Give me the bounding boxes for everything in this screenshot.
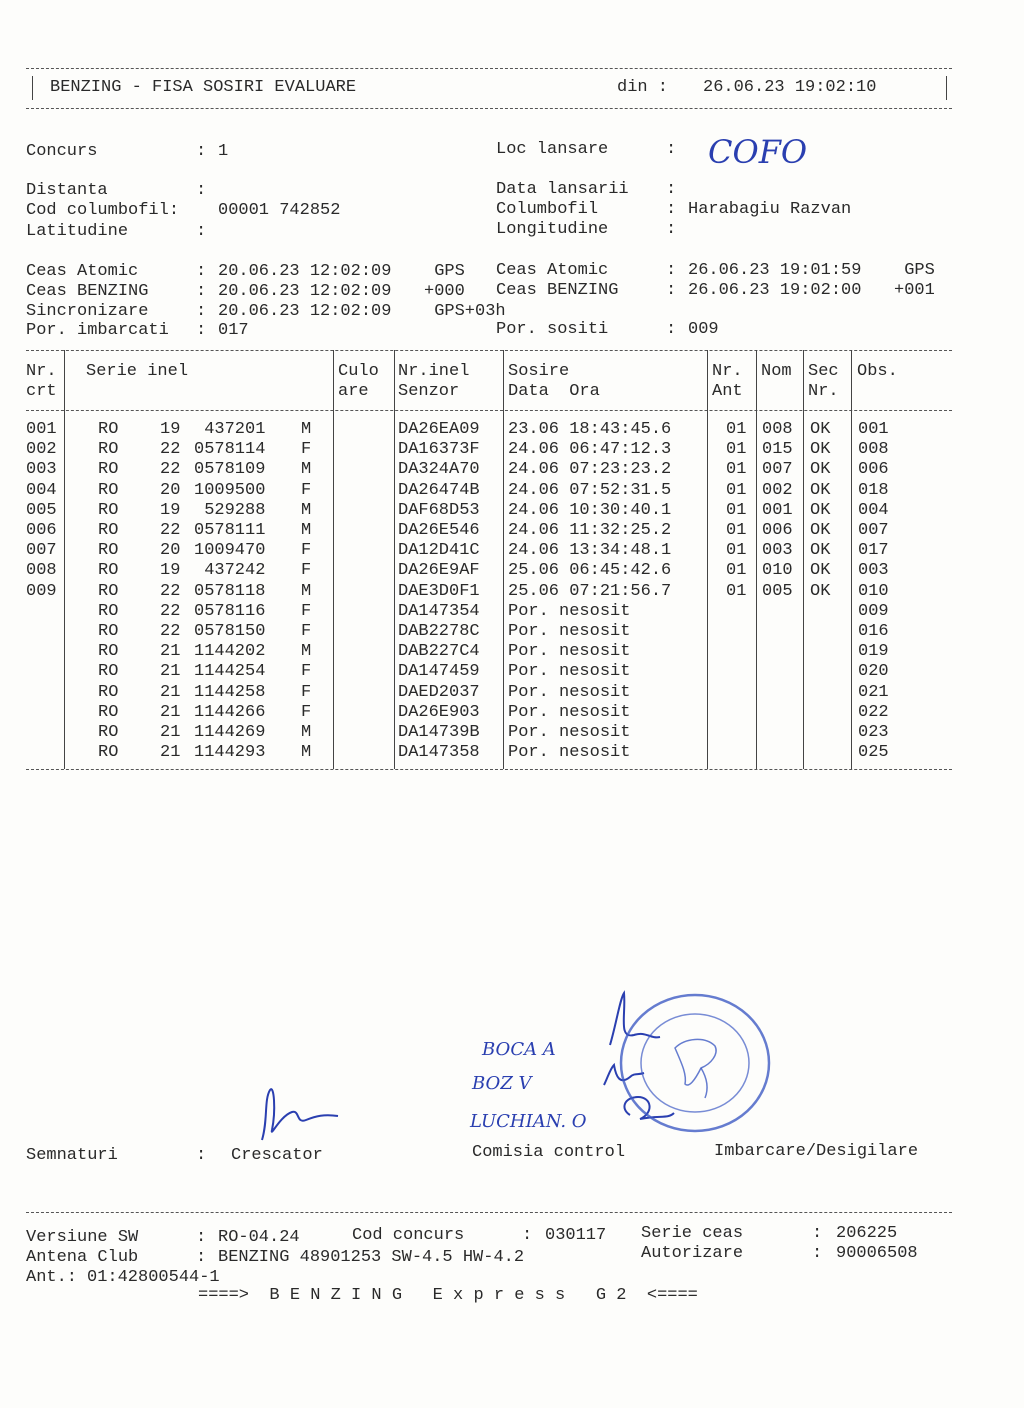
- cell-inel: 0578111: [194, 521, 266, 540]
- cell-sosire: Por. nesosit: [508, 702, 631, 722]
- cell-an: 19: [160, 420, 181, 439]
- ant-value: 01:42800544-1: [87, 1268, 220, 1287]
- cell-obs: 023: [858, 723, 889, 742]
- cell-obs: 001: [858, 420, 889, 439]
- antena-colon: :: [196, 1248, 207, 1267]
- cell-tara: RO: [98, 622, 119, 641]
- cell-nr: 008: [26, 561, 57, 581]
- latitudine-label: Latitudine: [26, 222, 129, 241]
- cod-value: 00001 742852: [218, 201, 341, 220]
- autorizare-value: 90006508: [836, 1244, 918, 1263]
- cell-tara: RO: [98, 440, 119, 460]
- header-inel: Nr.inel: [398, 362, 470, 381]
- cell-sex: M: [301, 521, 312, 540]
- cell-sex: M: [301, 460, 312, 480]
- header-ant-nr: Nr.: [712, 362, 743, 381]
- signatures-colon: :: [196, 1146, 207, 1165]
- loc-handwritten: COFO: [708, 133, 808, 171]
- longitudine-colon: :: [666, 220, 677, 239]
- clock-right-suffix: GPS: [894, 261, 935, 280]
- cell-an: 22: [160, 440, 181, 460]
- header-ant: Ant: [712, 382, 743, 401]
- cell-nr: 009: [26, 581, 57, 601]
- cell-sex: F: [301, 622, 312, 641]
- cell-obs: 021: [858, 682, 889, 702]
- header-right-border: [946, 76, 947, 100]
- crescator-signature: [250, 1080, 350, 1150]
- cell-ant: 01: [726, 521, 747, 540]
- cell-an: 21: [160, 642, 181, 662]
- cell-nr: 007: [26, 541, 57, 561]
- header-crt: crt: [26, 382, 57, 401]
- cell-senzor: DA324A70: [398, 460, 480, 480]
- cell-inel: 437201: [194, 420, 266, 439]
- clock-left-value: 20.06.23 12:02:09: [218, 262, 392, 281]
- cell-inel: 1144266: [194, 702, 266, 722]
- cell-obs: 017: [858, 541, 889, 561]
- cell-senzor: DA147459: [398, 662, 480, 682]
- cell-sosire: 24.06 07:23:23.2: [508, 460, 672, 480]
- cell-tara: RO: [98, 521, 119, 540]
- clock-left-suffix: GPS+03h: [424, 302, 506, 321]
- cell-tara: RO: [98, 642, 119, 662]
- clock-right-value: 26.06.23 19:01:59: [688, 261, 862, 280]
- signatures-label: Semnaturi: [26, 1146, 118, 1165]
- cell-ant: 01: [726, 460, 747, 480]
- cell-inel: 529288: [194, 500, 266, 520]
- cell-an: 21: [160, 662, 181, 682]
- cell-senzor: DA26E546: [398, 521, 480, 540]
- cell-sex: F: [301, 662, 312, 682]
- cell-obs: 016: [858, 622, 889, 641]
- loc-label: Loc lansare: [496, 140, 609, 159]
- header-nr: Nr.: [26, 362, 57, 381]
- cell-inel: 0578116: [194, 601, 266, 621]
- cell-an: 19: [160, 500, 181, 520]
- table-column-border: [64, 350, 65, 769]
- clock-left-value: 20.06.23 12:02:09: [218, 282, 392, 301]
- cell-sosire: Por. nesosit: [508, 642, 631, 662]
- table-column-border: [333, 350, 334, 769]
- cell-inel: 0578150: [194, 622, 266, 641]
- cell-an: 22: [160, 581, 181, 601]
- cell-sosire: 23.06 18:43:45.6: [508, 420, 672, 439]
- footer-rule: [26, 1212, 952, 1213]
- handwritten-name-2: BOZ V: [472, 1073, 532, 1094]
- cell-obs: 007: [858, 521, 889, 540]
- clock-right-label: Ceas BENZING: [496, 281, 619, 300]
- clock-left-label: Sincronizare: [26, 302, 149, 321]
- cell-sosire: 24.06 06:47:12.3: [508, 440, 672, 460]
- cell-nr: 003: [26, 460, 57, 480]
- header-are: are: [338, 382, 369, 401]
- cell-tara: RO: [98, 460, 119, 480]
- clock-left-label: Ceas Atomic: [26, 262, 139, 281]
- header-left-border: [32, 76, 33, 100]
- cell-obs: 025: [858, 743, 889, 763]
- page-title: BENZING - FISA SOSIRI EVALUARE: [50, 78, 357, 97]
- clock-right-colon: :: [666, 281, 677, 300]
- versiune-colon: :: [196, 1228, 207, 1247]
- cell-nom: 002: [762, 480, 793, 500]
- cell-tara: RO: [98, 743, 119, 763]
- imbarcare-label: Imbarcare/Desigilare: [714, 1142, 919, 1161]
- cell-an: 22: [160, 601, 181, 621]
- cell-tara: RO: [98, 420, 119, 439]
- cell-sosire: Por. nesosit: [508, 601, 631, 621]
- cell-nom: 015: [762, 440, 793, 460]
- cell-sec: OK: [810, 500, 831, 520]
- cell-sosire: 24.06 13:34:48.1: [508, 541, 672, 561]
- header-sec: Sec: [808, 362, 839, 381]
- cod-concurs-label: Cod concurs: [352, 1226, 465, 1245]
- cell-obs: 020: [858, 662, 889, 682]
- concurs-value: 1: [218, 142, 229, 161]
- cell-inel: 1144258: [194, 682, 266, 702]
- cell-ant: 01: [726, 440, 747, 460]
- header-nom: Nom: [761, 362, 792, 381]
- cell-inel: 437242: [194, 561, 266, 581]
- concurs-label: Concurs: [26, 142, 98, 161]
- latitudine-colon: :: [196, 222, 207, 241]
- cell-an: 20: [160, 541, 181, 561]
- distanta-colon: :: [196, 181, 207, 200]
- table-column-border: [394, 350, 395, 769]
- cell-sec: OK: [810, 541, 831, 561]
- cell-nr: 004: [26, 480, 57, 500]
- cell-inel: 1144269: [194, 723, 266, 742]
- cell-obs: 008: [858, 440, 889, 460]
- cell-sex: F: [301, 561, 312, 581]
- cell-an: 22: [160, 622, 181, 641]
- serie-ceas-colon: :: [812, 1224, 823, 1243]
- cell-nom: 010: [762, 561, 793, 581]
- cell-sex: M: [301, 743, 312, 763]
- table-rule: [26, 350, 952, 351]
- cell-sex: M: [301, 500, 312, 520]
- cod-concurs-colon: :: [522, 1226, 533, 1245]
- cell-sex: F: [301, 601, 312, 621]
- cell-inel: 0578114: [194, 440, 266, 460]
- cell-tara: RO: [98, 682, 119, 702]
- product-banner: ====> B E N Z I N G E x p r e s s G 2 <====: [198, 1286, 698, 1305]
- header-sosire: Sosire: [508, 362, 570, 381]
- clock-left-label: Por. imbarcati: [26, 321, 169, 340]
- header-culo: Culo: [338, 362, 379, 381]
- cell-sec: OK: [810, 521, 831, 540]
- cell-senzor: DAE3D0F1: [398, 581, 480, 601]
- clock-right-label: Por. sositi: [496, 320, 609, 339]
- cell-ant: 01: [726, 500, 747, 520]
- cell-sec: OK: [810, 440, 831, 460]
- clock-left-suffix: +000: [424, 282, 465, 301]
- cell-an: 21: [160, 723, 181, 742]
- header-top-rule: [26, 68, 952, 69]
- cell-sex: M: [301, 642, 312, 662]
- clock-left-colon: :: [196, 302, 207, 321]
- handwritten-name-3: LUCHIAN. O: [470, 1111, 587, 1132]
- cell-an: 19: [160, 561, 181, 581]
- cell-sex: M: [301, 723, 312, 742]
- date-value: 26.06.23 19:02:10: [703, 78, 877, 97]
- cell-sosire: 25.06 06:45:42.6: [508, 561, 672, 581]
- cell-sec: OK: [810, 561, 831, 581]
- cell-tara: RO: [98, 500, 119, 520]
- cell-sex: M: [301, 420, 312, 439]
- table-rule: [26, 410, 952, 411]
- clock-left-colon: :: [196, 282, 207, 301]
- table-column-border: [803, 350, 804, 769]
- cell-obs: 022: [858, 702, 889, 722]
- cell-ant: 01: [726, 420, 747, 439]
- cell-sosire: Por. nesosit: [508, 662, 631, 682]
- cell-senzor: DA26E9AF: [398, 561, 480, 581]
- cell-tara: RO: [98, 662, 119, 682]
- cell-sosire: Por. nesosit: [508, 622, 631, 641]
- clock-left-colon: :: [196, 321, 207, 340]
- cell-ant: 01: [726, 541, 747, 561]
- cell-sex: F: [301, 541, 312, 561]
- cell-inel: 0578109: [194, 460, 266, 480]
- cell-obs: 010: [858, 581, 889, 601]
- handwritten-name-1: BOCA A: [482, 1039, 556, 1060]
- autorizare-colon: :: [812, 1244, 823, 1263]
- clock-right-label: Ceas Atomic: [496, 261, 609, 280]
- cell-sosire: Por. nesosit: [508, 682, 631, 702]
- clock-right-value: 009: [688, 320, 719, 339]
- table-column-border: [851, 350, 852, 769]
- cell-tara: RO: [98, 561, 119, 581]
- cell-ant: 01: [726, 480, 747, 500]
- table-column-border: [756, 350, 757, 769]
- antena-value: BENZING 48901253 SW-4.5 HW-4.2: [218, 1248, 525, 1267]
- autorizare-label: Autorizare: [641, 1244, 744, 1263]
- cell-tara: RO: [98, 601, 119, 621]
- serie-ceas-label: Serie ceas: [641, 1224, 744, 1243]
- cell-inel: 1144254: [194, 662, 266, 682]
- cell-ant: 01: [726, 581, 747, 601]
- cell-obs: 006: [858, 460, 889, 480]
- serie-ceas-value: 206225: [836, 1224, 898, 1243]
- cell-tara: RO: [98, 541, 119, 561]
- cell-sex: F: [301, 702, 312, 722]
- clock-right-value: 26.06.23 19:02:00: [688, 281, 862, 300]
- cell-inel: 1144293: [194, 743, 266, 763]
- cell-senzor: DA12D41C: [398, 541, 480, 561]
- cell-sosire: Por. nesosit: [508, 723, 631, 742]
- cell-senzor: DAB2278C: [398, 622, 480, 641]
- cell-nom: 006: [762, 521, 793, 540]
- header-bottom-rule: [26, 108, 952, 109]
- cell-tara: RO: [98, 480, 119, 500]
- cell-ant: 01: [726, 561, 747, 581]
- cell-nom: 001: [762, 500, 793, 520]
- clock-left-value: 017: [218, 321, 249, 340]
- distanta-label: Distanta: [26, 181, 108, 200]
- cell-tara: RO: [98, 702, 119, 722]
- columbofil-label: Columbofil: [496, 200, 599, 219]
- cell-nom: 008: [762, 420, 793, 439]
- comisia-label: Comisia control: [472, 1143, 626, 1162]
- versiune-label: Versiune SW: [26, 1228, 139, 1247]
- cell-sex: M: [301, 581, 312, 601]
- cell-inel: 1144202: [194, 642, 266, 662]
- table-column-border: [503, 350, 504, 769]
- cell-obs: 003: [858, 561, 889, 581]
- clock-right-suffix: +001: [894, 281, 935, 300]
- cell-senzor: DA14739B: [398, 723, 480, 742]
- cell-an: 22: [160, 460, 181, 480]
- cell-sec: OK: [810, 480, 831, 500]
- cod-label: Cod columbofil:: [26, 201, 180, 220]
- club-stamp: [615, 988, 775, 1138]
- cell-nom: 007: [762, 460, 793, 480]
- header-serie: Serie inel: [86, 362, 189, 381]
- cell-senzor: DA16373F: [398, 440, 480, 460]
- cell-senzor: DA26474B: [398, 480, 480, 500]
- cell-sosire: 25.06 07:21:56.7: [508, 581, 672, 601]
- cell-senzor: DA26EA09: [398, 420, 480, 439]
- versiune-value: RO-04.24: [218, 1228, 300, 1247]
- cell-an: 20: [160, 480, 181, 500]
- cell-nom: 005: [762, 581, 793, 601]
- concurs-colon: :: [196, 142, 207, 161]
- cell-senzor: DA26E903: [398, 702, 480, 722]
- header-obs: Obs.: [857, 362, 898, 381]
- cell-senzor: DA147358: [398, 743, 480, 763]
- cell-inel: 1009500: [194, 480, 266, 500]
- ant-label: Ant.:: [26, 1268, 78, 1287]
- cell-tara: RO: [98, 723, 119, 742]
- header-sec-nr: Nr.: [808, 382, 839, 401]
- cell-sosire: 24.06 10:30:40.1: [508, 500, 672, 520]
- data-lansarii-colon: :: [666, 180, 677, 199]
- cell-an: 21: [160, 743, 181, 763]
- cell-sosire: 24.06 11:32:25.2: [508, 521, 672, 540]
- antena-label: Antena Club: [26, 1248, 139, 1267]
- cell-sec: OK: [810, 581, 831, 601]
- cell-sosire: 24.06 07:52:31.5: [508, 480, 672, 500]
- crescator-label: Crescator: [231, 1146, 323, 1165]
- cell-nr: 005: [26, 500, 57, 520]
- cell-sex: F: [301, 440, 312, 460]
- data-lansarii-label: Data lansarii: [496, 180, 629, 199]
- loc-colon: :: [666, 140, 677, 159]
- clock-right-colon: :: [666, 261, 677, 280]
- cell-obs: 019: [858, 642, 889, 662]
- columbofil-value: Harabagiu Razvan: [688, 200, 852, 219]
- cell-nr: 006: [26, 521, 57, 540]
- cell-obs: 018: [858, 480, 889, 500]
- cell-nom: 003: [762, 541, 793, 561]
- date-label: din :: [617, 78, 669, 97]
- header-senzor: Senzor: [398, 382, 460, 401]
- table-rule: [26, 769, 952, 770]
- cell-senzor: DA147354: [398, 601, 480, 621]
- columbofil-colon: :: [666, 200, 677, 219]
- cod-concurs-value: 030117: [545, 1226, 607, 1245]
- clock-left-colon: :: [196, 262, 207, 281]
- clock-left-value: 20.06.23 12:02:09: [218, 302, 392, 321]
- cell-sosire: Por. nesosit: [508, 743, 631, 763]
- cell-obs: 009: [858, 601, 889, 621]
- table-column-border: [707, 350, 708, 769]
- cell-an: 21: [160, 702, 181, 722]
- cell-an: 21: [160, 682, 181, 702]
- cell-senzor: DAB227C4: [398, 642, 480, 662]
- cell-obs: 004: [858, 500, 889, 520]
- cell-sec: OK: [810, 420, 831, 439]
- cell-senzor: DAF68D53: [398, 500, 480, 520]
- cell-an: 22: [160, 521, 181, 540]
- header-data-ora: Data Ora: [508, 382, 600, 401]
- clock-left-suffix: GPS: [424, 262, 465, 281]
- cell-senzor: DAED2037: [398, 682, 480, 702]
- longitudine-label: Longitudine: [496, 220, 609, 239]
- cell-sec: OK: [810, 460, 831, 480]
- cell-tara: RO: [98, 581, 119, 601]
- clock-right-colon: :: [666, 320, 677, 339]
- clock-left-label: Ceas BENZING: [26, 282, 149, 301]
- cell-inel: 0578118: [194, 581, 266, 601]
- cell-nr: 001: [26, 420, 57, 439]
- cell-sex: F: [301, 682, 312, 702]
- cell-sex: F: [301, 480, 312, 500]
- cell-nr: 002: [26, 440, 57, 460]
- cell-inel: 1009470: [194, 541, 266, 561]
